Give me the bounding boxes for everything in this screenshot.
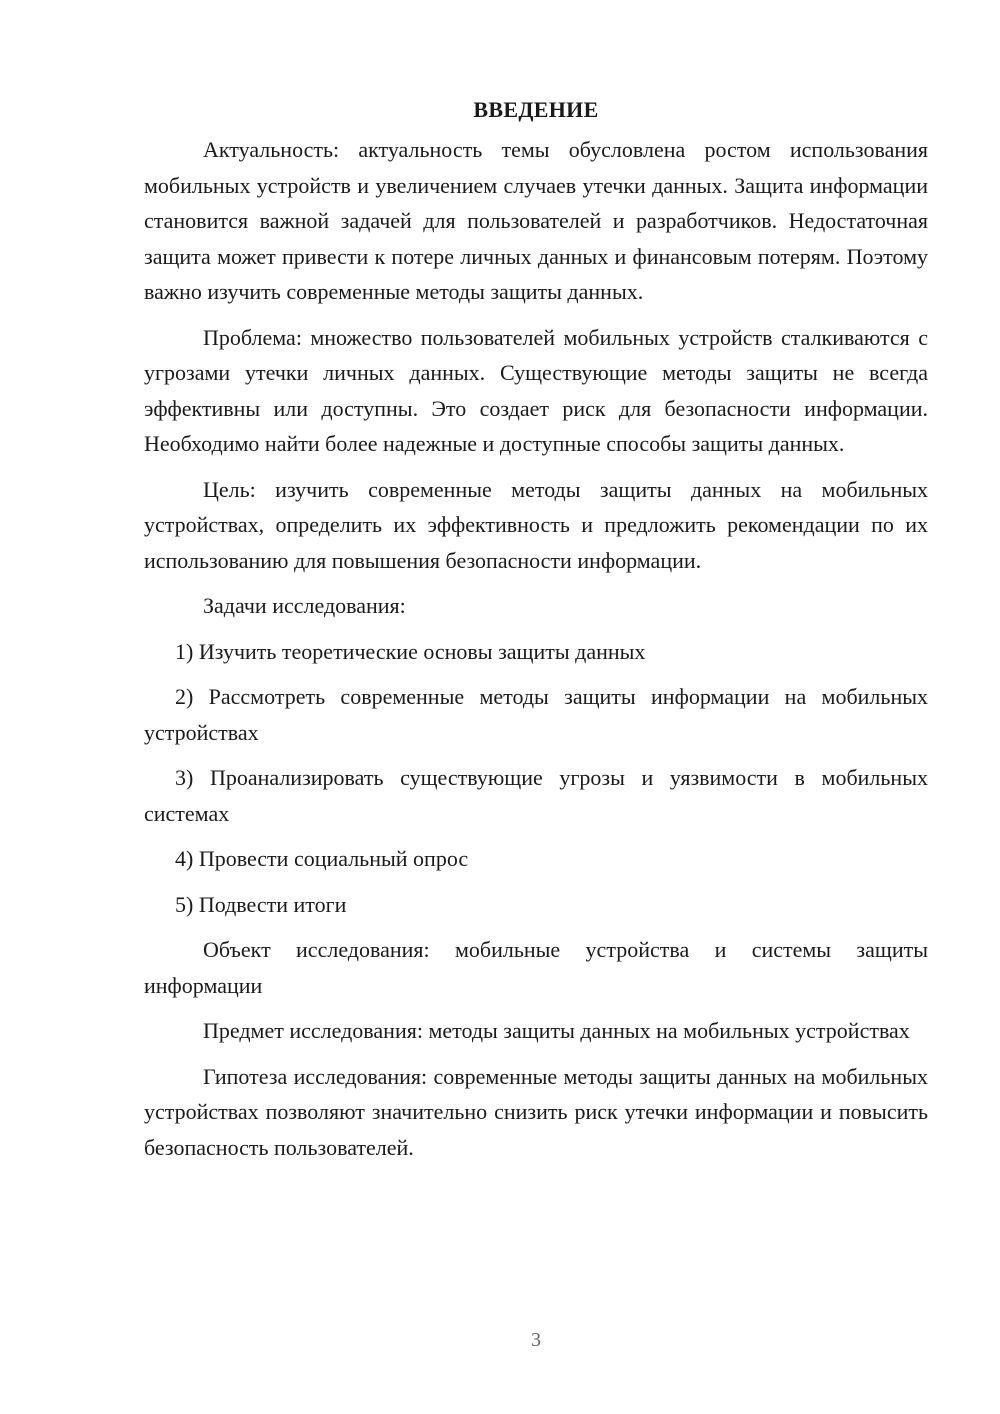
subject-paragraph: Предмет исследования: методы защиты данных на мобильных устройствах (203, 1018, 910, 1043)
document-page (144, 92, 928, 1175)
tasks-heading: Задачи исследования: (203, 593, 406, 618)
task-item: 4) Провести социальный опрос (175, 846, 469, 871)
task-item: 2) Рассмотреть современные методы защиты информации на мобильных устройствах (144, 684, 928, 745)
task-item: 1) Изучить теоретические основы защиты данных (175, 638, 646, 664)
task-item: 5) Подвести итоги (175, 891, 347, 917)
hypothesis-paragraph: Гипотеза исследования: современные методы защиты данных на мобильных устройствах позволяют значительно снизить риск утечки информации и повысить безопасность пользователей. (144, 1063, 928, 1160)
object-paragraph: Объект исследования: мобильные устройства и системы защиты информации (144, 937, 928, 998)
goal-paragraph: Цель: изучить современные методы защиты данных на мобильных устройствах, определить их эффективность и предложить рекомендации по их использованию для повышения безопасности информации. (144, 476, 928, 573)
page-title: ВВЕДЕНИЕ (473, 97, 599, 122)
relevance-paragraph: Актуальность: актуальность темы обусловлена ростом использования мобильных устройств и увеличением случаев утечки данных. Защита информации становится важной задачей для пользователей и разработчиков. Недостаточная защита может привести к потере личных данных и финансовым потерям. Поэтому важно изучить современные методы защиты данных. (144, 137, 928, 304)
task-item: 3) Проанализировать существующие угрозы и уязвимости в мобильных системах (144, 765, 928, 826)
problem-paragraph: Проблема: множество пользователей мобильных устройств сталкиваются с угрозами утечки личных данных. Существующие методы защиты не всегда эффективны или доступны. Это создает риск для безопасности информации. Необходимо найти более надежные и доступные способы защиты данных. (144, 324, 928, 456)
page-number: 3 (531, 1329, 541, 1351)
